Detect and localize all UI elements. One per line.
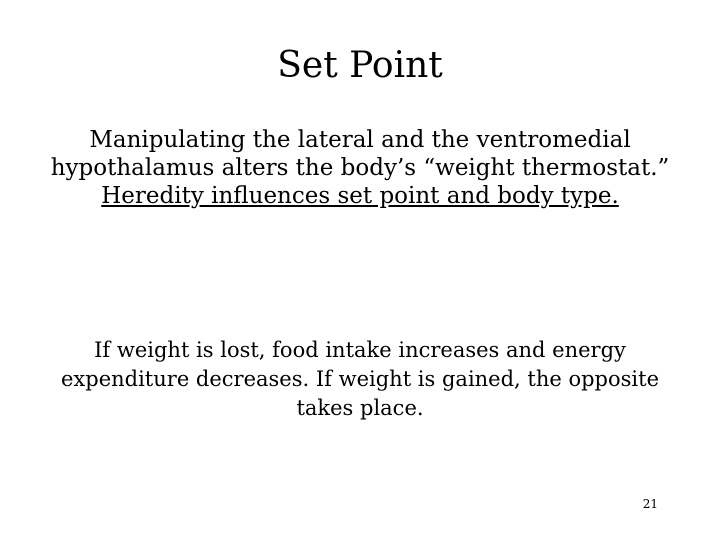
- page-number: 21: [642, 497, 658, 511]
- underlined-emphasis-text: Heredity influences set point and body type.: [101, 183, 619, 209]
- paragraph-text: Manipulating the lateral and the ventromedial hypothalamus alters the body’s “weight thermostat.”: [50, 127, 670, 181]
- body-paragraph-set-point: [40, 126, 680, 210]
- body-paragraph-weight-change: If weight is lost, food intake increases and energy expenditure decreases. If weight is gained, the opposite takes place.: [60, 338, 660, 420]
- slide-title: Set Point: [277, 45, 443, 86]
